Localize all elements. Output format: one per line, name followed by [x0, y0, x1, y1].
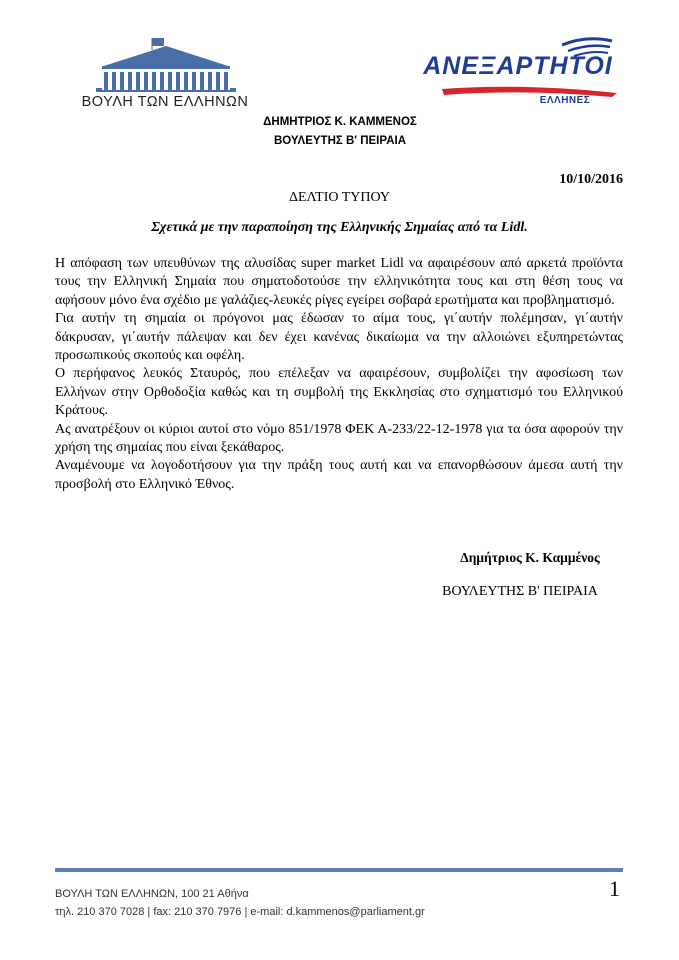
mp-name: ΔΗΜΗΤΡΙΟΣ Κ. ΚΑΜΜΕΝΟΣ [263, 116, 417, 128]
page-number: 1 [609, 876, 620, 901]
footer-contact: τηλ. 210 370 7028 | fax: 210 370 7976 | e-mail: d.kammenos@parliament.gr [55, 906, 425, 918]
signature-title: ΒΟΥΛΕΥΤΗΣ Β' ΠΕΙΡΑΙΑ [442, 584, 598, 599]
party-subtitle: ΕΛΛΗΝΕΣ [539, 95, 591, 106]
subject-line: Σχετικά με την παραποίηση της Ελληνικής Σημαίας από τα Lidl. [151, 220, 528, 235]
paragraph: Ο περήφανος λευκός Σταυρός, που επέλεξαν να αφαιρέσουν, συμβολίζει την αφοσίωση των Ελλήνων στην Ορθοδοξία καθώς και τη συμβολή της Εκκλησίας στο σχηματισμό του Ελληνικού Κράτους. [55, 366, 623, 419]
document-date: 10/10/2016 [559, 172, 623, 187]
paragraph: Για αυτήν τη σημαία οι πρόγονοι μας έδωσαν το αίμα τους, γι΄αυτήν πολέμησαν, γι΄αυτήν δάκρυσαν, γι΄αυτήν πάλεψαν και δεν έχει κανένας δικαίωμα να την αλλοιώνει εξυπηρετώντας προσωπικούς σκοπούς και οφέλη. [55, 311, 623, 364]
footer-address: ΒΟΥΛΗ ΤΩΝ ΕΛΛΗΝΩΝ, 100 21 Αθήνα [55, 888, 249, 900]
footer-divider [55, 868, 623, 872]
paragraph: Αναμένουμε να λογοδοτήσουν για την πράξη τους αυτή και να επανορθώσουν άμεσα αυτή την προσβολή στο Ελληνικό Έθνος. [55, 458, 623, 492]
paragraph: Ας ανατρέξουν οι κύριοι αυτοί στο νόμο 851/1978 ΦΕΚ Α-233/22-12-1978 για τα όσα αφορούν την χρήση της σημαίας που είναι ξεκάθαρος. [55, 421, 623, 456]
signature-name: Δημήτριος Κ. Καμμένος [460, 550, 600, 565]
mp-title: ΒΟΥΛΕΥΤΗΣ Β' ΠΕΙΡΑΙΑ [273, 135, 407, 147]
party-name: ΑΝΕΞΑΡΤΗΤΟΙ [423, 52, 613, 80]
parliament-name: ΒΟΥΛΗ ΤΩΝ ΕΛΛΗΝΩΝ [81, 94, 249, 110]
paragraph: Η απόφαση των υπευθύνων της αλυσίδας super market Lidl να αφαιρέσουν από αρκετά προϊόντα τους την Ελληνική Σημαία που σηματοδοτούσε την ελληνικότητα τους και στη θέση τους να αφήσουν μόνο ένα σχέδιο με γαλάζιες-λευκές ρίγες εγείρει σοβαρά ερωτήματα και προβληματισμό. [55, 256, 623, 308]
press-release-title: ΔΕΛΤΙΟ ΤΥΠΟΥ [288, 190, 391, 205]
body-text [55, 255, 623, 494]
